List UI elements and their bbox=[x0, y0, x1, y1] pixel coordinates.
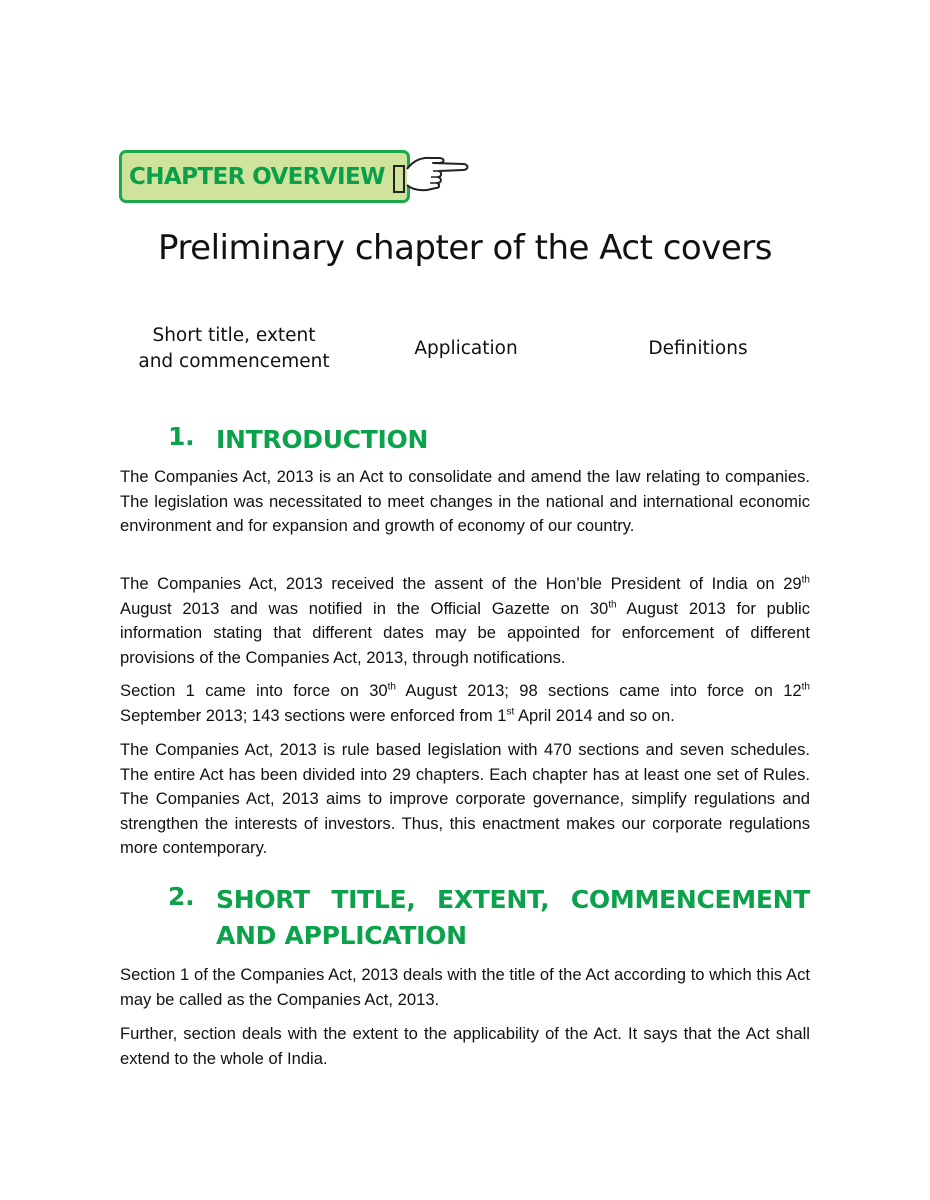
ordinal-suffix: th bbox=[387, 681, 396, 693]
paragraph bbox=[120, 679, 810, 728]
text-run: Section 1 came into force on 30 bbox=[120, 681, 388, 700]
ordinal-suffix: th bbox=[801, 574, 810, 586]
hand-cuff bbox=[393, 165, 405, 193]
section-number: 2. bbox=[168, 882, 195, 911]
paragraph bbox=[120, 572, 810, 670]
topic-short-title-line2: and commencement bbox=[138, 351, 330, 372]
section-title bbox=[216, 882, 810, 954]
text-run: August 2013; 98 sections came into force on 12 bbox=[396, 681, 802, 700]
ordinal-suffix: th bbox=[608, 599, 617, 611]
overview-title: Preliminary chapter of the Act covers bbox=[158, 228, 772, 268]
text-run: September 2013; 143 sections were enforced from 1 bbox=[120, 705, 507, 725]
section-title-line1: SHORT TITLE, EXTENT, COMMENCEMENT bbox=[216, 885, 810, 914]
topic-short-title bbox=[118, 323, 350, 375]
text-run: August 2013 and was notified in the Official Gazette on 30 bbox=[120, 598, 609, 618]
section-heading-short-title bbox=[168, 882, 810, 956]
topic-short-title-line1: Short title, extent bbox=[152, 325, 316, 346]
paragraph: The Companies Act, 2013 is an Act to consolidate and amend the law relating to companies. The legislation was necessitated to meet changes in the national and international economic environment and for expansion and growth of economy of our country. bbox=[120, 467, 810, 536]
topic-application: Application bbox=[414, 338, 518, 359]
section-heading-introduction bbox=[168, 422, 810, 458]
pointing-hand-icon bbox=[405, 155, 471, 199]
text-run: August 2013 for public information stating that different dates may be appointed for enforcement of different provisions of the Companies Act, 2013, through notifications. bbox=[120, 598, 810, 667]
paragraph: Section 1 of the Companies Act, 2013 deals with the title of the Act according to which this Act may be called as the Companies Act, 2013. bbox=[120, 965, 810, 1009]
ordinal-suffix: st bbox=[506, 706, 515, 718]
badge-label: CHAPTER OVERVIEW bbox=[129, 163, 385, 190]
chapter-overview-badge bbox=[119, 150, 410, 203]
overview-topics bbox=[118, 322, 814, 382]
text-run: The Companies Act, 2013 received the assent of the Hon’ble President of India on 29 bbox=[120, 574, 802, 593]
badge-box bbox=[119, 150, 410, 203]
topic-definitions: Definitions bbox=[648, 338, 748, 359]
ordinal-suffix: th bbox=[801, 681, 810, 693]
section-title: INTRODUCTION bbox=[216, 425, 429, 454]
section-number: 1. bbox=[168, 422, 195, 451]
text-run: April 2014 and so on. bbox=[514, 705, 675, 725]
section-title-line2: AND APPLICATION bbox=[216, 921, 467, 950]
paragraph: Further, section deals with the extent to the applicability of the Act. It says that the Act shall extend to the whole of India. bbox=[120, 1024, 810, 1068]
paragraph: The Companies Act, 2013 is rule based legislation with 470 sections and seven schedules. The entire Act has been divided into 29 chapters. Each chapter has at least one set of Rules. The Companies Act, 2013 aims to improve corporate governance, simplify regulations and strengthen the interests of investors. Thus, this enactment makes our corporate regulations more contemporary. bbox=[120, 740, 810, 858]
